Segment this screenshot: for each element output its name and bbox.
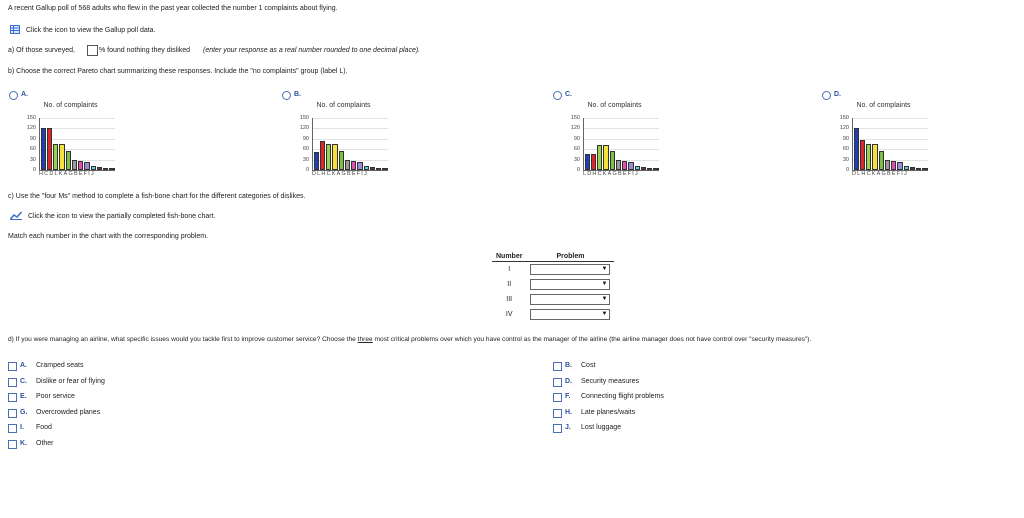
y-tick-label: 30 (842, 156, 849, 163)
bar-E (91, 166, 96, 170)
gridline (40, 118, 115, 119)
option-label[interactable]: A. (21, 91, 28, 98)
bar-B (897, 162, 902, 170)
checkbox-label[interactable]: Cramped seats (36, 362, 84, 369)
x-axis-labels: HCDLKAGBEFIJ (39, 171, 95, 177)
bar-K (610, 151, 615, 170)
bar-I (376, 168, 381, 170)
x-axis-labels: LDHCKAGBEFIJ (583, 171, 639, 177)
checkbox-letter[interactable]: J. (565, 424, 571, 431)
bar-K (66, 151, 71, 170)
y-tick-label: 120 (26, 125, 36, 132)
y-tick-label: 90 (573, 135, 580, 142)
checkbox-label[interactable]: Cost (581, 362, 596, 369)
gridline (584, 149, 659, 150)
part-a-prefix: a) Of those surveyed, (8, 47, 75, 54)
table-icon[interactable] (10, 25, 20, 36)
chart-title: No. of complaints (43, 102, 98, 109)
gridline (584, 139, 659, 140)
option-label[interactable]: C. (565, 91, 572, 98)
checkbox-letter[interactable]: D. (565, 377, 572, 385)
checkbox-label[interactable]: Dislike or fear of flying (36, 377, 105, 385)
y-tick-label: 150 (839, 115, 849, 121)
y-tick-label: 60 (842, 146, 849, 153)
bar-H (866, 144, 871, 170)
checkbox-a[interactable] (8, 362, 17, 371)
bar-C (872, 144, 877, 170)
dropdown-arrow-icon[interactable]: ▼ (601, 311, 608, 317)
y-tick-label: 90 (29, 135, 36, 142)
bar-C (603, 145, 608, 170)
checkbox-h[interactable] (553, 409, 562, 418)
bar-L (59, 144, 64, 170)
checkbox-label[interactable]: Other (36, 439, 54, 447)
bar-I (103, 168, 108, 170)
bar-E (364, 166, 369, 170)
checkbox-c[interactable] (8, 378, 17, 387)
bar-J (922, 168, 927, 170)
checkbox-letter[interactable]: I. (20, 424, 24, 431)
part-d-underlined: three (357, 336, 373, 343)
bar-D (591, 154, 596, 170)
y-tick-label: 120 (299, 125, 309, 132)
bar-J (109, 168, 114, 170)
checkbox-b[interactable] (553, 362, 562, 371)
bar-G (891, 161, 896, 170)
problem-select-2[interactable] (530, 279, 610, 290)
pareto-chart (296, 102, 391, 177)
option-radio-a[interactable] (9, 91, 18, 100)
checkbox-k[interactable] (8, 440, 17, 449)
plot-area (852, 118, 928, 171)
checkbox-f[interactable] (553, 393, 562, 402)
match-table (492, 252, 614, 322)
bar-D (53, 144, 58, 170)
gridline (853, 118, 928, 119)
y-tick-label: 0 (845, 167, 849, 173)
data-link-row[interactable] (10, 25, 156, 36)
y-tick-label: 0 (32, 167, 36, 173)
pareto-chart (23, 102, 118, 177)
checkbox-label[interactable]: Overcrowded planes (36, 408, 101, 416)
x-axis-labels: DLHCKAGBEFIJ (312, 171, 368, 177)
bar-H (597, 145, 602, 170)
chart-title: No. of complaints (856, 102, 911, 109)
percent-answer-input[interactable] (87, 45, 98, 56)
bar-A (345, 160, 350, 170)
checkbox-label[interactable]: Late planes/waits (581, 408, 636, 416)
gridline (584, 118, 659, 119)
bar-F (370, 167, 375, 170)
part-d-text (8, 336, 811, 343)
checkbox-e[interactable] (8, 393, 17, 402)
bar-A (72, 160, 77, 170)
y-tick-label: 120 (570, 125, 580, 132)
table-row (492, 277, 614, 292)
bar-K (339, 151, 344, 170)
option-label[interactable]: D. (834, 91, 841, 98)
gridline (853, 128, 928, 129)
checkbox-letter[interactable]: K. (20, 439, 27, 447)
bar-F (641, 167, 646, 170)
plot-area (583, 118, 659, 171)
bar-F (910, 167, 915, 170)
part-c-text: c) Use the "four Ms" method to complete a fish-bone chart for the different categories of dislikes. (8, 193, 306, 200)
option-label[interactable]: B. (294, 91, 301, 98)
bar-C (47, 128, 52, 170)
checkbox-letter[interactable]: G. (20, 408, 28, 416)
problem-select-1[interactable] (530, 264, 610, 275)
table-row (492, 262, 614, 278)
bar-G (78, 161, 83, 170)
option-radio-b[interactable] (282, 91, 291, 100)
y-tick-label: 150 (570, 115, 580, 121)
bar-B (628, 162, 633, 170)
bar-J (382, 168, 387, 170)
problem-select-3[interactable] (530, 294, 610, 305)
problem-select-4[interactable] (530, 309, 610, 320)
bar-C (332, 144, 337, 170)
bar-E (904, 166, 909, 170)
y-tick-label: 150 (26, 115, 36, 121)
y-tick-label: 90 (842, 135, 849, 142)
checkbox-i[interactable] (8, 424, 17, 433)
y-tick-label: 60 (302, 146, 309, 153)
checkbox-letter[interactable]: E. (20, 393, 27, 400)
y-tick-label: 60 (29, 146, 36, 153)
chart-title: No. of complaints (587, 102, 642, 109)
row-number: II (507, 281, 512, 288)
pareto-chart (567, 102, 662, 177)
y-tick-label: 90 (302, 135, 309, 142)
bar-F (97, 167, 102, 170)
chart-title: No. of complaints (316, 102, 371, 109)
checkbox-label[interactable]: Connecting flight problems (581, 393, 664, 400)
line-chart-icon[interactable] (10, 211, 22, 222)
checkbox-letter[interactable]: A. (20, 362, 27, 369)
gridline (313, 118, 388, 119)
bar-G (351, 161, 356, 170)
y-tick-label: 30 (573, 156, 580, 163)
checkbox-label[interactable]: Security measures (581, 377, 639, 385)
checkbox-d[interactable] (553, 378, 562, 387)
bar-J (653, 168, 658, 170)
option-radio-c[interactable] (553, 91, 562, 100)
bar-H (41, 128, 46, 170)
checkbox-letter[interactable]: H. (565, 408, 572, 416)
bar-I (916, 168, 921, 170)
pareto-chart (836, 102, 931, 177)
part-a-hint: (enter your response as a real number rounded to one decimal place). (203, 47, 421, 54)
dropdown-arrow-icon[interactable]: ▼ (601, 296, 608, 302)
part-d-after: most critical problems over which you have control as the manager of the airline (the airline manager does not have control over "security measures"). (374, 336, 812, 343)
problem-header: Problem (526, 252, 614, 262)
checkbox-letter[interactable]: F. (565, 393, 571, 400)
part-b-text: b) Choose the correct Pareto chart summarizing these responses. Include the "no complaints" group (label L). (8, 68, 348, 75)
data-link-text[interactable]: Click the icon to view the Gallup poll data. (25, 27, 156, 35)
y-tick-label: 0 (576, 167, 580, 173)
row-number: I (508, 266, 511, 273)
gridline (313, 128, 388, 129)
part-a-suffix: % found nothing they disliked (99, 47, 191, 54)
dropdown-arrow-icon[interactable]: ▼ (601, 266, 608, 272)
y-tick-label: 120 (839, 125, 849, 132)
x-axis-labels: DLHCKAGBEFIJ (852, 171, 908, 177)
y-tick-label: 30 (302, 156, 309, 163)
bar-E (635, 166, 640, 170)
checkbox-label[interactable]: Food (36, 424, 52, 431)
bar-L (320, 141, 325, 170)
bar-B (357, 162, 362, 170)
bar-H (326, 144, 331, 170)
part-d-before: d) If you were managing an airline, what specific issues would you tackle first to improve customer service? Choose the (8, 336, 356, 343)
match-instruction: Match each number in the chart with the corresponding problem. (8, 233, 208, 240)
checkbox-label[interactable]: Poor service (36, 393, 75, 400)
y-tick-label: 0 (305, 167, 309, 173)
row-number: III (506, 296, 513, 303)
bar-K (879, 151, 884, 170)
bar-G (622, 161, 627, 170)
fishbone-link-row[interactable] (10, 211, 216, 222)
bar-D (854, 128, 859, 170)
checkbox-letter[interactable]: C. (20, 377, 27, 385)
bar-I (647, 168, 652, 170)
y-tick-label: 30 (29, 156, 36, 163)
checkbox-label[interactable]: Lost luggage (581, 424, 622, 431)
table-row (492, 292, 614, 307)
fishbone-link-text[interactable]: Click the icon to view the partially completed fish-bone chart. (27, 213, 216, 221)
number-header: Number (492, 252, 526, 262)
plot-area (312, 118, 388, 171)
checkbox-g[interactable] (8, 409, 17, 418)
bar-A (616, 160, 621, 170)
dropdown-arrow-icon[interactable]: ▼ (601, 281, 608, 287)
y-tick-label: 150 (299, 115, 309, 121)
checkbox-j[interactable] (553, 424, 562, 433)
bar-A (885, 160, 890, 170)
y-tick-label: 60 (573, 146, 580, 153)
bar-B (84, 162, 89, 170)
checkbox-letter[interactable]: B. (565, 362, 572, 369)
row-number: IV (505, 311, 513, 318)
option-radio-d[interactable] (822, 91, 831, 100)
bar-L (585, 154, 590, 170)
table-row (492, 307, 614, 322)
gridline (584, 128, 659, 129)
intro-text: A recent Gallup poll of 568 adults who flew in the past year collected the number 1 complaints about flying. (8, 5, 338, 12)
bar-L (860, 140, 865, 171)
plot-area (39, 118, 115, 171)
bar-D (314, 152, 319, 170)
